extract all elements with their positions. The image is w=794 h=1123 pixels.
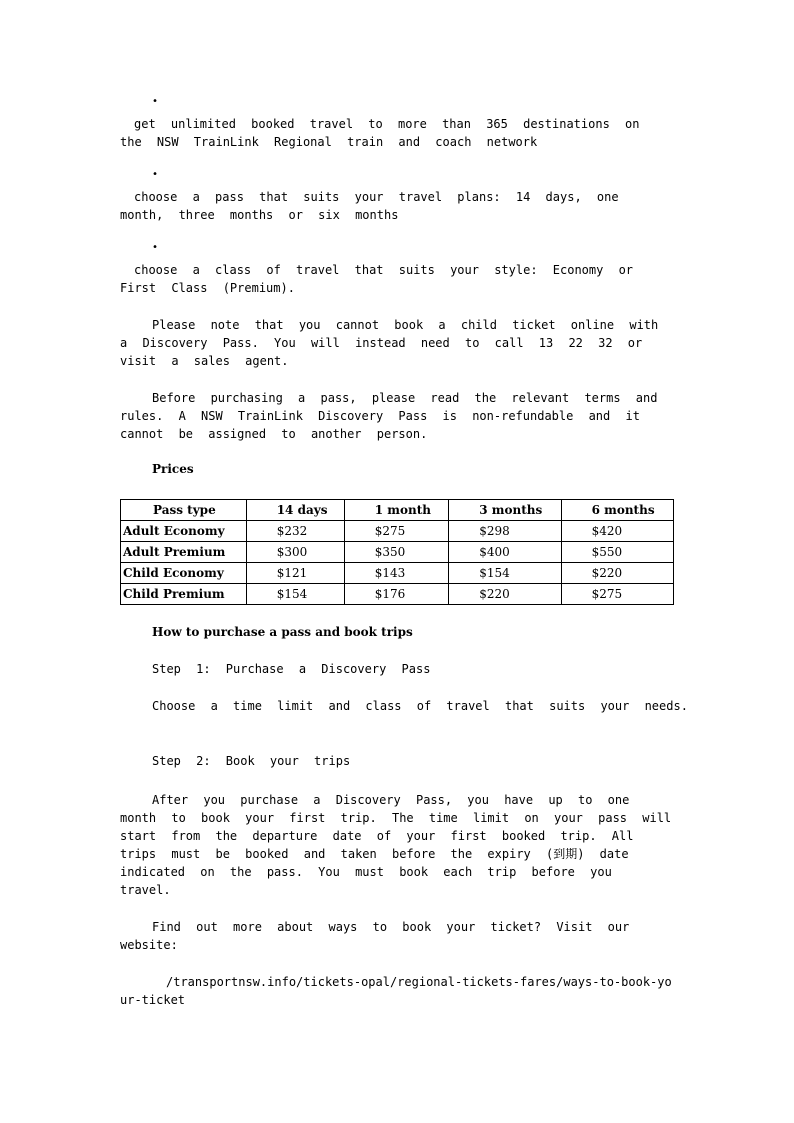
bullet-marker: •: [152, 96, 159, 107]
table-cell: $232: [246, 521, 344, 542]
prices-heading: Prices: [152, 462, 194, 476]
table-cell: $298: [449, 521, 561, 542]
bullet-text-unlimited-travel: get unlimited booked travel to more than 365 destinations on the NSW TrainLink Regional train and coach network: [120, 117, 640, 149]
table-header-row: [121, 500, 674, 521]
bullet-marker: •: [152, 169, 159, 180]
table-cell: $154: [449, 563, 561, 584]
column-header: 1 month: [344, 500, 448, 521]
bullet-text-travel-class: choose a class of travel that suits your style: Economy or First Class (Premium).: [120, 263, 634, 295]
prices-table: [120, 499, 674, 605]
table-cell: $121: [246, 563, 344, 584]
table-cell: $220: [561, 563, 673, 584]
table-cell: $220: [449, 584, 561, 605]
step1-text: Choose a time limit and class of travel that suits your needs.: [152, 699, 688, 713]
table-row: [121, 521, 674, 542]
table-cell: $420: [561, 521, 673, 542]
table-cell: $143: [344, 563, 448, 584]
table-cell: $176: [344, 584, 448, 605]
table-cell: Child Premium: [121, 584, 247, 605]
column-header: 6 months: [561, 500, 673, 521]
step1-title: Step 1: Purchase a Discovery Pass: [152, 662, 431, 676]
table-cell: $275: [561, 584, 673, 605]
table-cell: Adult Economy: [121, 521, 247, 542]
column-header: 3 months: [449, 500, 561, 521]
table-cell: Child Economy: [121, 563, 247, 584]
terms-note: Before purchasing a pass, please read the relevant terms and rules. A NSW TrainLink Discovery Pass is non-refundable and it cannot be assigned to another person.: [120, 391, 658, 441]
table-cell: $275: [344, 521, 448, 542]
bullet-marker: •: [152, 242, 159, 253]
website-link[interactable]: /transportnsw.info/tickets-opal/regional-tickets-fares/ways-to-book-your-ticket: [120, 975, 672, 1007]
column-header: Pass type: [121, 500, 247, 521]
bullet-text-pass-duration: choose a pass that suits your travel plans: 14 days, one month, three months or six months: [120, 190, 619, 222]
how-to-heading: How to purchase a pass and book trips: [152, 625, 413, 639]
table-cell: $550: [561, 542, 673, 563]
table-cell: $400: [449, 542, 561, 563]
table-row: [121, 542, 674, 563]
step2-text: After you purchase a Discovery Pass, you have up to one month to book your first trip. The time limit on your pass will start from the departure date of your first booked trip. All trips must be booked and taken before the expiry (到期) date indicated on the pass. You must book each trip before you travel.: [120, 793, 672, 897]
child-ticket-note: Please note that you cannot book a child ticket online with a Discovery Pass. You will instead need to call 13 22 32 or visit a sales agent.: [120, 318, 659, 368]
column-header: 14 days: [246, 500, 344, 521]
find-out-more-text: Find out more about ways to book your ticket? Visit our website:: [120, 920, 630, 952]
table-row: [121, 563, 674, 584]
table-cell: Adult Premium: [121, 542, 247, 563]
table-cell: $300: [246, 542, 344, 563]
table-row: [121, 584, 674, 605]
table-cell: $154: [246, 584, 344, 605]
step2-title: Step 2: Book your trips: [152, 754, 351, 768]
table-cell: $350: [344, 542, 448, 563]
